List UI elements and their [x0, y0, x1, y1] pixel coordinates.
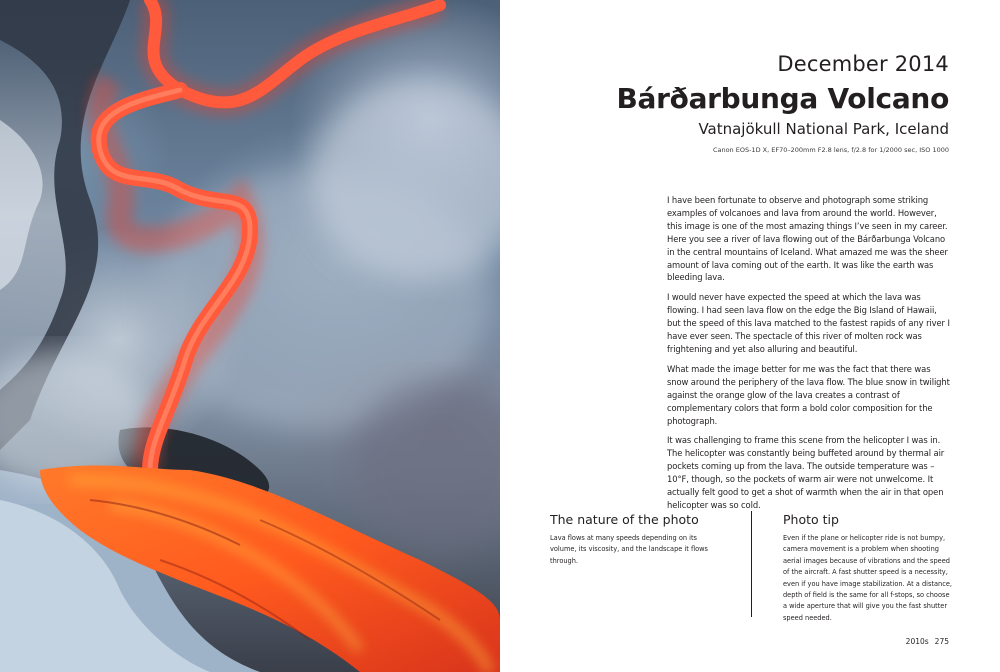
nature-of-photo-text: Lava flows at many speeds depending on its volume, its viscosity, and the landscape it flows through.	[550, 534, 708, 565]
folio-section: 2010s	[905, 637, 929, 646]
page-number: 275	[934, 637, 949, 646]
camera-settings: Canon EOS-1D X, EF70–200mm F2.8 lens, f/2.8 for 1/2000 sec, ISO 1000	[712, 146, 949, 154]
photo-date: December 2014	[777, 52, 949, 76]
sidebar-divider	[751, 511, 752, 617]
nature-of-photo-box	[550, 512, 720, 567]
body-paragraph: I would never have expected the speed at which the lava was flowing. I had seen lava flow on the edge the Big Island of Hawaii, but the speed of this lava matched to the fastest rapids of any river I have ever seen. The spectacle of this river of molten rock was frightening and yet also alluring and beautiful.	[667, 292, 950, 354]
body-paragraph: It was challenging to frame this scene from the helicopter I was in. The helicopter was constantly being buffeted around by thermal air pockets coming up from the lava. The outside temperature was –10°F, though, so the pockets of warm air were not unwelcome. It actually felt good to get a shot of warmth when the air in that open helicopter was so cold.	[667, 435, 945, 510]
photo-tip-text: Even if the plane or helicopter ride is not bumpy, camera movement is a problem when shooting aerial images because of vibrations and the speed of the aircraft. A fast shutter speed is a necessity, even if you have image stabilization. At a distance, depth of field is the same for all f-stops, so choose a wide aperture that will give you the fast shutter speed needed.	[783, 534, 952, 622]
body-paragraph: I have been fortunate to observe and photograph some striking examples of volcanoes and lava from around the world. However, this image is one of the most amazing things I’ve seen in my career. Here you see a river of lava flowing out of the Bárðarbunga Volcano in the central mountains of Iceland. What amazed me was the sheer amount of lava coming out of the earth. It was like the earth was bleeding lava.	[667, 195, 948, 283]
body-paragraph: What made the image better for me was the fact that there was snow around the periphery of the lava flow. The blue snow in twilight against the orange glow of the lava creates a contrast of complementary colors that form a bold color composition for the photograph.	[667, 363, 950, 426]
text-page	[500, 0, 1000, 672]
body-text	[667, 194, 950, 519]
page-folio	[900, 637, 949, 646]
photo-location: Vatnajökull National Park, Iceland	[698, 120, 949, 138]
photo-tip-box	[783, 512, 953, 624]
photo-tip-heading: Photo tip	[783, 512, 839, 527]
photo-title: Bárðarbunga Volcano	[616, 82, 949, 115]
nature-of-photo-heading: The nature of the photo	[550, 512, 699, 527]
